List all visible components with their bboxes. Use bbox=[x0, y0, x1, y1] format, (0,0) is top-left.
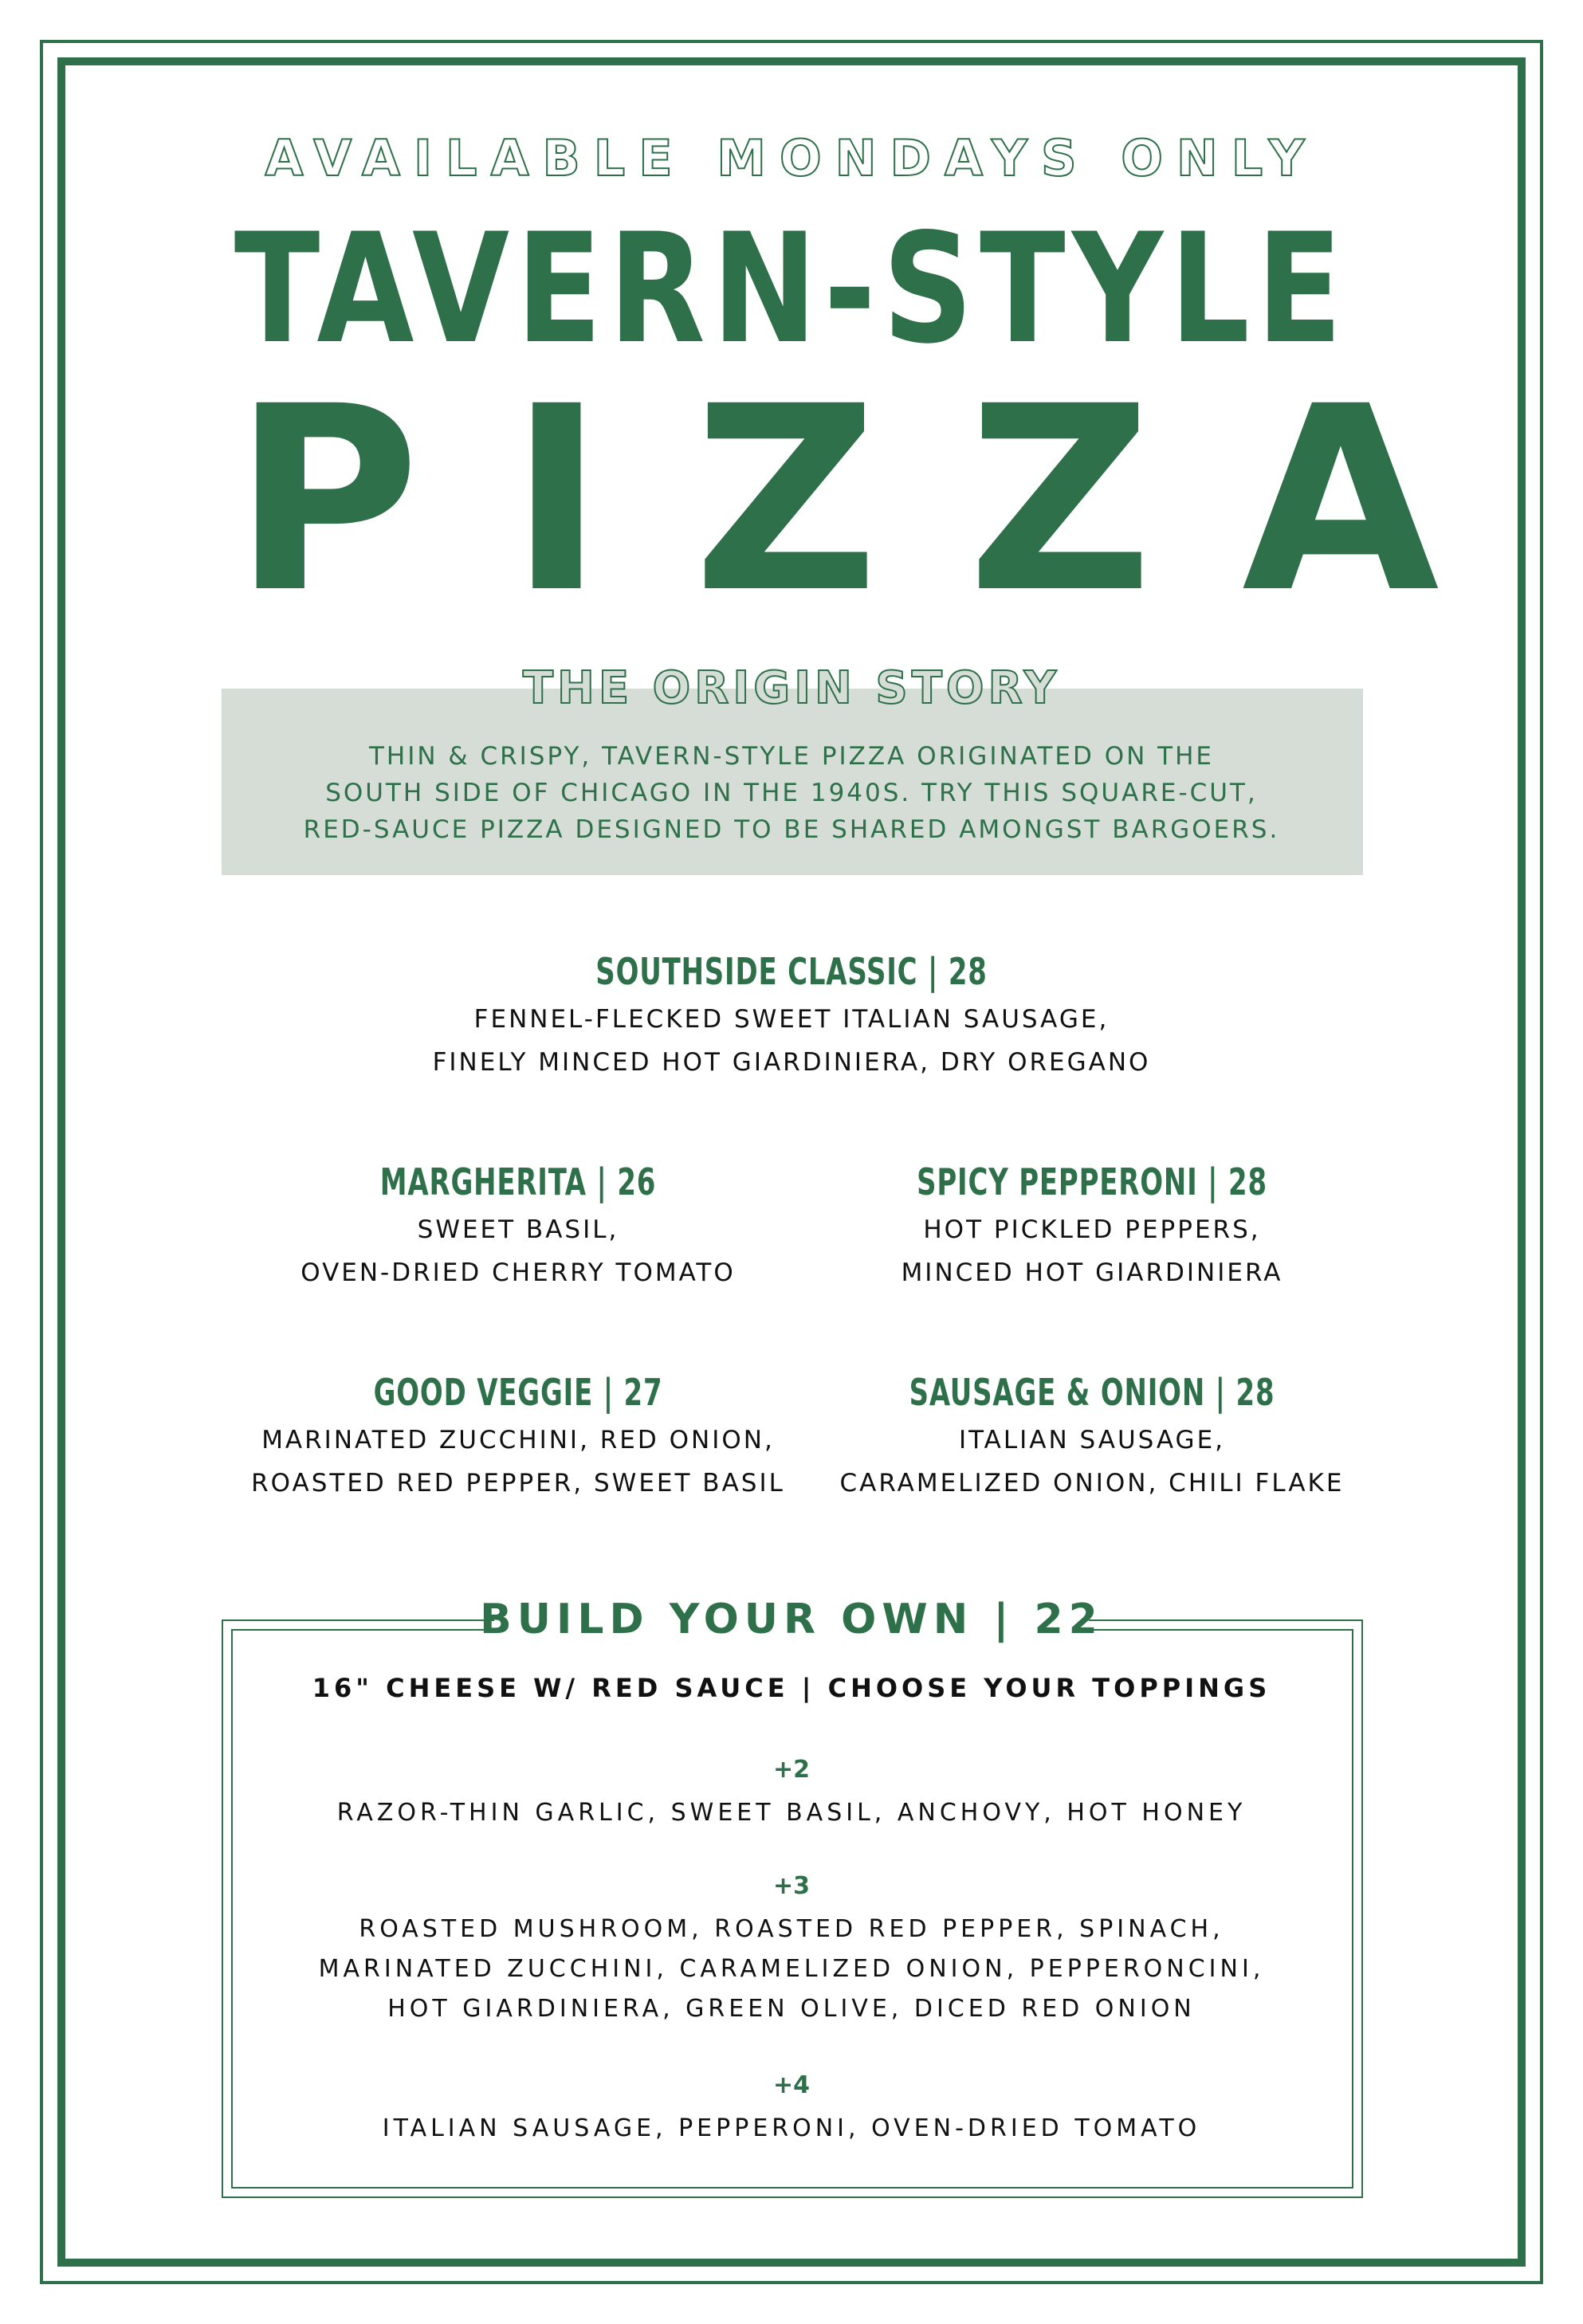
item-description bbox=[0, 998, 1583, 1084]
price-tier-3: +3 bbox=[772, 1872, 810, 1900]
menu-item-margherita bbox=[231, 1160, 805, 1294]
price-tier-4: +4 bbox=[772, 2071, 810, 2099]
origin-line: THIN & CRISPY, TAVERN-STYLE PIZZA ORIGINATED ON THE bbox=[369, 742, 1214, 771]
menu-item-southside-classic bbox=[0, 950, 1583, 1084]
item-desc-line: MARINATED ZUCCHINI, RED ONION, bbox=[261, 1426, 775, 1454]
item-desc-line: SWEET BASIL, bbox=[417, 1215, 619, 1244]
item-name: SPICY PEPPERONI | 28 bbox=[917, 1160, 1267, 1203]
item-desc-line: CARAMELIZED ONION, CHILI FLAKE bbox=[839, 1469, 1345, 1498]
item-desc-line: MINCED HOT GIARDINIERA bbox=[901, 1258, 1283, 1287]
item-desc-line: ROASTED RED PEPPER, SWEET BASIL bbox=[251, 1469, 785, 1498]
build-your-own-title: BUILD YOUR OWN | 22 bbox=[480, 1596, 1103, 1643]
menu-item-good-veggie bbox=[231, 1371, 805, 1505]
menu-item-spicy-pepperoni bbox=[805, 1160, 1379, 1294]
item-name: SOUTHSIDE CLASSIC | 28 bbox=[595, 950, 988, 993]
item-desc-line: FINELY MINCED HOT GIARDINIERA, DRY OREGANO bbox=[432, 1048, 1151, 1077]
item-name: GOOD VEGGIE | 27 bbox=[373, 1371, 663, 1414]
origin-text bbox=[0, 738, 1583, 848]
item-desc-line: ITALIAN SAUSAGE, bbox=[958, 1426, 1226, 1454]
item-description bbox=[231, 1208, 805, 1294]
toppings-line: ITALIAN SAUSAGE, PEPPERONI, OVEN-DRIED TOMATO bbox=[382, 2114, 1201, 2142]
item-description bbox=[805, 1208, 1379, 1294]
toppings-tier-4 bbox=[0, 2109, 1583, 2149]
item-desc-line: HOT PICKLED PEPPERS, bbox=[923, 1215, 1261, 1244]
item-description bbox=[805, 1419, 1379, 1505]
build-your-own-subtitle: 16" CHEESE W/ RED SAUCE | CHOOSE YOUR TOPPINGS bbox=[312, 1673, 1271, 1703]
origin-line: SOUTH SIDE OF CHICAGO IN THE 1940S. TRY THIS SQUARE-CUT, bbox=[325, 779, 1258, 807]
toppings-line: ROASTED MUSHROOM, ROASTED RED PEPPER, SPINACH, bbox=[359, 1915, 1224, 1943]
toppings-line: RAZOR-THIN GARLIC, SWEET BASIL, ANCHOVY, HOT HONEY bbox=[336, 1799, 1247, 1827]
item-desc-line: FENNEL-FLECKED SWEET ITALIAN SAUSAGE, bbox=[473, 1005, 1110, 1034]
item-description bbox=[231, 1419, 805, 1505]
menu-item-sausage-onion bbox=[805, 1371, 1379, 1505]
build-your-own-frame-inner bbox=[231, 1629, 1353, 2189]
price-tier-2: +2 bbox=[772, 1756, 810, 1784]
title-line-2: PIZZA bbox=[233, 352, 1529, 649]
toppings-tier-2 bbox=[0, 1793, 1583, 1833]
title-line-1: TAVERN-STYLE bbox=[234, 201, 1349, 377]
item-desc-line: OVEN-DRIED CHERRY TOMATO bbox=[300, 1258, 736, 1287]
toppings-tier-3 bbox=[0, 1910, 1583, 2029]
item-name: SAUSAGE & ONION | 28 bbox=[909, 1371, 1275, 1414]
item-name: MARGHERITA | 26 bbox=[379, 1160, 657, 1203]
toppings-line: HOT GIARDINIERA, GREEN OLIVE, DICED RED ONION bbox=[387, 1995, 1196, 2023]
origin-line: RED-SAUCE PIZZA DESIGNED TO BE SHARED AMONGST BARGOERS. bbox=[303, 815, 1280, 844]
origin-title: THE ORIGIN STORY bbox=[522, 662, 1061, 714]
toppings-line: MARINATED ZUCCHINI, CARAMELIZED ONION, PEPPERONCINI, bbox=[318, 1955, 1265, 1983]
tagline: AVAILABLE MONDAYS ONLY bbox=[265, 129, 1318, 187]
